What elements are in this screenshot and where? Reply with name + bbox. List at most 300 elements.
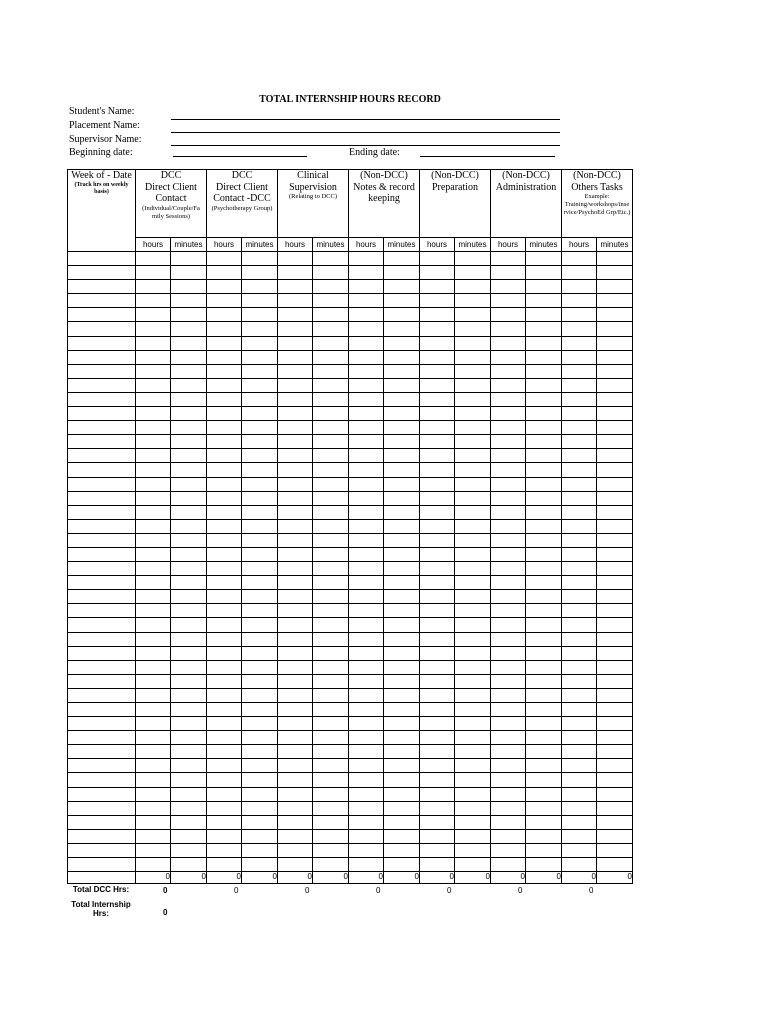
- hours-entry-cell[interactable]: [526, 294, 562, 308]
- hours-entry-cell[interactable]: [313, 815, 349, 829]
- hours-entry-cell[interactable]: [136, 505, 171, 519]
- hours-entry-cell[interactable]: [242, 688, 278, 702]
- hours-entry-cell[interactable]: [171, 745, 207, 759]
- hours-entry-cell[interactable]: [384, 266, 420, 280]
- hours-entry-cell[interactable]: [526, 787, 562, 801]
- hours-entry-cell[interactable]: [562, 407, 597, 421]
- hours-entry-cell[interactable]: [562, 562, 597, 576]
- hours-entry-cell[interactable]: [171, 477, 207, 491]
- week-date-cell[interactable]: [68, 449, 136, 463]
- hours-entry-cell[interactable]: [455, 618, 491, 632]
- hours-entry-cell[interactable]: [384, 801, 420, 815]
- hours-entry-cell[interactable]: [526, 590, 562, 604]
- hours-entry-cell[interactable]: [420, 364, 455, 378]
- hours-entry-cell[interactable]: [491, 449, 526, 463]
- hours-entry-cell[interactable]: [526, 435, 562, 449]
- hours-entry-cell[interactable]: [562, 646, 597, 660]
- hours-entry-cell[interactable]: [278, 759, 313, 773]
- hours-entry-cell[interactable]: [491, 477, 526, 491]
- hours-entry-cell[interactable]: [207, 604, 242, 618]
- hours-entry-cell[interactable]: [420, 463, 455, 477]
- week-date-cell[interactable]: [68, 547, 136, 561]
- hours-entry-cell[interactable]: [455, 378, 491, 392]
- hours-entry-cell[interactable]: [136, 717, 171, 731]
- hours-entry-cell[interactable]: [562, 773, 597, 787]
- hours-entry-cell[interactable]: [526, 364, 562, 378]
- hours-entry-cell[interactable]: [242, 829, 278, 843]
- hours-entry-cell[interactable]: [136, 829, 171, 843]
- hours-entry-cell[interactable]: [562, 547, 597, 561]
- hours-entry-cell[interactable]: [562, 759, 597, 773]
- hours-entry-cell[interactable]: [526, 562, 562, 576]
- hours-entry-cell[interactable]: [136, 392, 171, 406]
- week-date-cell[interactable]: [68, 392, 136, 406]
- hours-entry-cell[interactable]: [420, 646, 455, 660]
- hours-entry-cell[interactable]: [171, 660, 207, 674]
- hours-entry-cell[interactable]: [597, 378, 633, 392]
- hours-entry-cell[interactable]: [384, 618, 420, 632]
- hours-entry-cell[interactable]: [420, 252, 455, 266]
- hours-entry-cell[interactable]: [171, 632, 207, 646]
- hours-entry-cell[interactable]: [526, 322, 562, 336]
- hours-entry-cell[interactable]: [420, 604, 455, 618]
- hours-entry-cell[interactable]: [562, 731, 597, 745]
- hours-entry-cell[interactable]: [171, 350, 207, 364]
- hours-entry-cell[interactable]: [562, 350, 597, 364]
- hours-entry-cell[interactable]: [242, 350, 278, 364]
- hours-entry-cell[interactable]: [278, 590, 313, 604]
- hours-entry-cell[interactable]: [136, 703, 171, 717]
- hours-entry-cell[interactable]: [242, 294, 278, 308]
- hours-entry-cell[interactable]: [313, 674, 349, 688]
- week-date-cell[interactable]: [68, 350, 136, 364]
- hours-entry-cell[interactable]: [207, 533, 242, 547]
- hours-entry-cell[interactable]: [171, 266, 207, 280]
- hours-entry-cell[interactable]: [597, 759, 633, 773]
- hours-entry-cell[interactable]: [384, 843, 420, 857]
- hours-entry-cell[interactable]: [349, 547, 384, 561]
- hours-entry-cell[interactable]: [491, 590, 526, 604]
- hours-entry-cell[interactable]: [420, 703, 455, 717]
- hours-entry-cell[interactable]: [384, 308, 420, 322]
- hours-entry-cell[interactable]: [136, 843, 171, 857]
- hours-entry-cell[interactable]: [491, 547, 526, 561]
- hours-entry-cell[interactable]: [278, 280, 313, 294]
- hours-entry-cell[interactable]: [349, 252, 384, 266]
- hours-entry-cell[interactable]: [455, 660, 491, 674]
- hours-entry-cell[interactable]: [349, 688, 384, 702]
- hours-entry-cell[interactable]: [455, 829, 491, 843]
- week-date-cell[interactable]: [68, 491, 136, 505]
- hours-entry-cell[interactable]: [242, 646, 278, 660]
- hours-entry-cell[interactable]: [349, 449, 384, 463]
- hours-entry-cell[interactable]: [526, 618, 562, 632]
- hours-entry-cell[interactable]: [242, 336, 278, 350]
- week-date-cell[interactable]: [68, 322, 136, 336]
- hours-entry-cell[interactable]: [455, 322, 491, 336]
- hours-entry-cell[interactable]: [242, 632, 278, 646]
- hours-entry-cell[interactable]: [242, 731, 278, 745]
- week-date-cell[interactable]: [68, 759, 136, 773]
- hours-entry-cell[interactable]: [349, 336, 384, 350]
- hours-entry-cell[interactable]: [420, 491, 455, 505]
- hours-entry-cell[interactable]: [349, 787, 384, 801]
- hours-entry-cell[interactable]: [207, 674, 242, 688]
- hours-entry-cell[interactable]: [562, 703, 597, 717]
- hours-entry-cell[interactable]: [207, 562, 242, 576]
- hours-entry-cell[interactable]: [349, 350, 384, 364]
- hours-entry-cell[interactable]: [278, 477, 313, 491]
- hours-entry-cell[interactable]: [562, 308, 597, 322]
- hours-entry-cell[interactable]: [136, 674, 171, 688]
- hours-entry-cell[interactable]: [526, 280, 562, 294]
- hours-entry-cell[interactable]: [207, 773, 242, 787]
- hours-entry-cell[interactable]: [207, 519, 242, 533]
- hours-entry-cell[interactable]: [278, 364, 313, 378]
- hours-entry-cell[interactable]: [242, 759, 278, 773]
- hours-entry-cell[interactable]: [455, 477, 491, 491]
- hours-entry-cell[interactable]: [597, 336, 633, 350]
- hours-entry-cell[interactable]: [562, 843, 597, 857]
- hours-entry-cell[interactable]: [313, 759, 349, 773]
- hours-entry-cell[interactable]: [171, 604, 207, 618]
- hours-entry-cell[interactable]: [455, 435, 491, 449]
- week-date-cell[interactable]: [68, 815, 136, 829]
- hours-entry-cell[interactable]: [597, 829, 633, 843]
- hours-entry-cell[interactable]: [597, 604, 633, 618]
- hours-entry-cell[interactable]: [136, 252, 171, 266]
- week-date-cell[interactable]: [68, 858, 136, 872]
- hours-entry-cell[interactable]: [171, 294, 207, 308]
- hours-entry-cell[interactable]: [562, 829, 597, 843]
- hours-entry-cell[interactable]: [349, 829, 384, 843]
- hours-entry-cell[interactable]: [136, 533, 171, 547]
- hours-entry-cell[interactable]: [313, 449, 349, 463]
- hours-entry-cell[interactable]: [349, 590, 384, 604]
- hours-entry-cell[interactable]: [171, 674, 207, 688]
- hours-entry-cell[interactable]: [313, 646, 349, 660]
- hours-entry-cell[interactable]: [384, 364, 420, 378]
- hours-entry-cell[interactable]: [420, 477, 455, 491]
- hours-entry-cell[interactable]: [455, 632, 491, 646]
- hours-entry-cell[interactable]: [420, 449, 455, 463]
- hours-entry-cell[interactable]: [313, 519, 349, 533]
- week-date-cell[interactable]: [68, 562, 136, 576]
- hours-entry-cell[interactable]: [384, 745, 420, 759]
- hours-entry-cell[interactable]: [562, 463, 597, 477]
- hours-entry-cell[interactable]: [491, 745, 526, 759]
- hours-entry-cell[interactable]: [349, 815, 384, 829]
- hours-entry-cell[interactable]: [207, 801, 242, 815]
- hours-entry-cell[interactable]: [278, 787, 313, 801]
- week-date-cell[interactable]: [68, 674, 136, 688]
- hours-entry-cell[interactable]: [491, 294, 526, 308]
- hours-entry-cell[interactable]: [349, 759, 384, 773]
- hours-entry-cell[interactable]: [136, 590, 171, 604]
- week-date-cell[interactable]: [68, 688, 136, 702]
- hours-entry-cell[interactable]: [491, 731, 526, 745]
- hours-entry-cell[interactable]: [420, 266, 455, 280]
- hours-entry-cell[interactable]: [136, 266, 171, 280]
- hours-entry-cell[interactable]: [384, 435, 420, 449]
- hours-entry-cell[interactable]: [526, 858, 562, 872]
- hours-entry-cell[interactable]: [562, 688, 597, 702]
- hours-entry-cell[interactable]: [491, 505, 526, 519]
- hours-entry-cell[interactable]: [278, 815, 313, 829]
- hours-entry-cell[interactable]: [349, 533, 384, 547]
- hours-entry-cell[interactable]: [526, 660, 562, 674]
- hours-entry-cell[interactable]: [455, 590, 491, 604]
- student-name-field[interactable]: [171, 119, 560, 120]
- hours-entry-cell[interactable]: [597, 590, 633, 604]
- week-date-cell[interactable]: [68, 378, 136, 392]
- hours-entry-cell[interactable]: [313, 858, 349, 872]
- hours-entry-cell[interactable]: [136, 632, 171, 646]
- hours-entry-cell[interactable]: [562, 858, 597, 872]
- hours-entry-cell[interactable]: [526, 463, 562, 477]
- hours-entry-cell[interactable]: [491, 660, 526, 674]
- hours-entry-cell[interactable]: [349, 435, 384, 449]
- hours-entry-cell[interactable]: [207, 505, 242, 519]
- hours-entry-cell[interactable]: [455, 674, 491, 688]
- hours-entry-cell[interactable]: [455, 266, 491, 280]
- hours-entry-cell[interactable]: [136, 280, 171, 294]
- hours-entry-cell[interactable]: [242, 407, 278, 421]
- hours-entry-cell[interactable]: [597, 519, 633, 533]
- hours-entry-cell[interactable]: [420, 660, 455, 674]
- hours-entry-cell[interactable]: [420, 435, 455, 449]
- hours-entry-cell[interactable]: [171, 435, 207, 449]
- hours-entry-cell[interactable]: [384, 294, 420, 308]
- hours-entry-cell[interactable]: [526, 449, 562, 463]
- hours-entry-cell[interactable]: [597, 745, 633, 759]
- hours-entry-cell[interactable]: [313, 463, 349, 477]
- hours-entry-cell[interactable]: [420, 674, 455, 688]
- hours-entry-cell[interactable]: [313, 731, 349, 745]
- hours-entry-cell[interactable]: [420, 829, 455, 843]
- hours-entry-cell[interactable]: [526, 350, 562, 364]
- hours-entry-cell[interactable]: [242, 463, 278, 477]
- week-date-cell[interactable]: [68, 843, 136, 857]
- hours-entry-cell[interactable]: [491, 787, 526, 801]
- hours-entry-cell[interactable]: [455, 350, 491, 364]
- hours-entry-cell[interactable]: [597, 308, 633, 322]
- hours-entry-cell[interactable]: [171, 392, 207, 406]
- hours-entry-cell[interactable]: [313, 688, 349, 702]
- hours-entry-cell[interactable]: [207, 717, 242, 731]
- hours-entry-cell[interactable]: [349, 646, 384, 660]
- hours-entry-cell[interactable]: [526, 674, 562, 688]
- hours-entry-cell[interactable]: [207, 280, 242, 294]
- hours-entry-cell[interactable]: [597, 815, 633, 829]
- hours-entry-cell[interactable]: [242, 717, 278, 731]
- hours-entry-cell[interactable]: [562, 787, 597, 801]
- hours-entry-cell[interactable]: [455, 688, 491, 702]
- hours-entry-cell[interactable]: [313, 435, 349, 449]
- hours-entry-cell[interactable]: [597, 322, 633, 336]
- hours-entry-cell[interactable]: [171, 463, 207, 477]
- hours-entry-cell[interactable]: [171, 801, 207, 815]
- hours-entry-cell[interactable]: [455, 533, 491, 547]
- hours-entry-cell[interactable]: [278, 294, 313, 308]
- hours-entry-cell[interactable]: [207, 815, 242, 829]
- hours-entry-cell[interactable]: [384, 576, 420, 590]
- hours-entry-cell[interactable]: [455, 547, 491, 561]
- hours-entry-cell[interactable]: [526, 801, 562, 815]
- hours-entry-cell[interactable]: [420, 519, 455, 533]
- week-date-cell[interactable]: [68, 604, 136, 618]
- hours-entry-cell[interactable]: [562, 477, 597, 491]
- hours-entry-cell[interactable]: [597, 688, 633, 702]
- hours-entry-cell[interactable]: [562, 336, 597, 350]
- hours-entry-cell[interactable]: [207, 618, 242, 632]
- hours-entry-cell[interactable]: [455, 843, 491, 857]
- hours-entry-cell[interactable]: [278, 632, 313, 646]
- hours-entry-cell[interactable]: [420, 759, 455, 773]
- hours-entry-cell[interactable]: [420, 815, 455, 829]
- supervisor-name-field[interactable]: [171, 145, 560, 146]
- hours-entry-cell[interactable]: [491, 815, 526, 829]
- hours-entry-cell[interactable]: [491, 421, 526, 435]
- hours-entry-cell[interactable]: [171, 421, 207, 435]
- week-date-cell[interactable]: [68, 463, 136, 477]
- hours-entry-cell[interactable]: [207, 590, 242, 604]
- hours-entry-cell[interactable]: [349, 407, 384, 421]
- hours-entry-cell[interactable]: [455, 815, 491, 829]
- week-date-cell[interactable]: [68, 829, 136, 843]
- hours-entry-cell[interactable]: [171, 703, 207, 717]
- hours-entry-cell[interactable]: [384, 562, 420, 576]
- hours-entry-cell[interactable]: [136, 364, 171, 378]
- hours-entry-cell[interactable]: [313, 547, 349, 561]
- hours-entry-cell[interactable]: [349, 858, 384, 872]
- hours-entry-cell[interactable]: [136, 421, 171, 435]
- hours-entry-cell[interactable]: [455, 745, 491, 759]
- hours-entry-cell[interactable]: [136, 336, 171, 350]
- hours-entry-cell[interactable]: [526, 505, 562, 519]
- hours-entry-cell[interactable]: [278, 646, 313, 660]
- week-date-cell[interactable]: [68, 421, 136, 435]
- hours-entry-cell[interactable]: [562, 660, 597, 674]
- hours-entry-cell[interactable]: [420, 801, 455, 815]
- hours-entry-cell[interactable]: [171, 815, 207, 829]
- hours-entry-cell[interactable]: [526, 308, 562, 322]
- hours-entry-cell[interactable]: [313, 280, 349, 294]
- hours-entry-cell[interactable]: [171, 378, 207, 392]
- hours-entry-cell[interactable]: [242, 660, 278, 674]
- hours-entry-cell[interactable]: [597, 731, 633, 745]
- hours-entry-cell[interactable]: [491, 533, 526, 547]
- hours-entry-cell[interactable]: [420, 858, 455, 872]
- hours-entry-cell[interactable]: [491, 336, 526, 350]
- hours-entry-cell[interactable]: [349, 801, 384, 815]
- hours-entry-cell[interactable]: [562, 674, 597, 688]
- hours-entry-cell[interactable]: [313, 421, 349, 435]
- hours-entry-cell[interactable]: [207, 547, 242, 561]
- hours-entry-cell[interactable]: [313, 576, 349, 590]
- hours-entry-cell[interactable]: [278, 843, 313, 857]
- ending-date-field[interactable]: [420, 156, 555, 157]
- hours-entry-cell[interactable]: [597, 266, 633, 280]
- hours-entry-cell[interactable]: [242, 505, 278, 519]
- week-date-cell[interactable]: [68, 646, 136, 660]
- hours-entry-cell[interactable]: [242, 533, 278, 547]
- hours-entry-cell[interactable]: [526, 717, 562, 731]
- hours-entry-cell[interactable]: [491, 562, 526, 576]
- hours-entry-cell[interactable]: [136, 773, 171, 787]
- hours-entry-cell[interactable]: [597, 660, 633, 674]
- hours-entry-cell[interactable]: [526, 745, 562, 759]
- hours-entry-cell[interactable]: [597, 421, 633, 435]
- hours-entry-cell[interactable]: [207, 688, 242, 702]
- hours-entry-cell[interactable]: [242, 674, 278, 688]
- hours-entry-cell[interactable]: [242, 547, 278, 561]
- hours-entry-cell[interactable]: [207, 392, 242, 406]
- placement-name-field[interactable]: [171, 132, 560, 133]
- hours-entry-cell[interactable]: [278, 858, 313, 872]
- hours-entry-cell[interactable]: [420, 576, 455, 590]
- hours-entry-cell[interactable]: [278, 421, 313, 435]
- hours-entry-cell[interactable]: [136, 646, 171, 660]
- hours-entry-cell[interactable]: [207, 378, 242, 392]
- hours-entry-cell[interactable]: [171, 364, 207, 378]
- hours-entry-cell[interactable]: [526, 336, 562, 350]
- hours-entry-cell[interactable]: [526, 378, 562, 392]
- hours-entry-cell[interactable]: [171, 308, 207, 322]
- hours-entry-cell[interactable]: [526, 688, 562, 702]
- hours-entry-cell[interactable]: [455, 717, 491, 731]
- hours-entry-cell[interactable]: [349, 322, 384, 336]
- hours-entry-cell[interactable]: [420, 350, 455, 364]
- week-date-cell[interactable]: [68, 435, 136, 449]
- hours-entry-cell[interactable]: [384, 632, 420, 646]
- hours-entry-cell[interactable]: [278, 519, 313, 533]
- hours-entry-cell[interactable]: [420, 787, 455, 801]
- hours-entry-cell[interactable]: [278, 717, 313, 731]
- hours-entry-cell[interactable]: [562, 378, 597, 392]
- hours-entry-cell[interactable]: [455, 280, 491, 294]
- hours-entry-cell[interactable]: [384, 505, 420, 519]
- hours-entry-cell[interactable]: [455, 519, 491, 533]
- hours-entry-cell[interactable]: [171, 843, 207, 857]
- hours-entry-cell[interactable]: [491, 674, 526, 688]
- hours-entry-cell[interactable]: [278, 505, 313, 519]
- hours-entry-cell[interactable]: [420, 505, 455, 519]
- hours-entry-cell[interactable]: [420, 731, 455, 745]
- hours-entry-cell[interactable]: [491, 378, 526, 392]
- hours-entry-cell[interactable]: [384, 280, 420, 294]
- hours-entry-cell[interactable]: [526, 533, 562, 547]
- hours-entry-cell[interactable]: [562, 435, 597, 449]
- hours-entry-cell[interactable]: [349, 463, 384, 477]
- hours-entry-cell[interactable]: [562, 519, 597, 533]
- hours-entry-cell[interactable]: [171, 773, 207, 787]
- hours-entry-cell[interactable]: [420, 336, 455, 350]
- hours-entry-cell[interactable]: [242, 815, 278, 829]
- hours-entry-cell[interactable]: [278, 407, 313, 421]
- hours-entry-cell[interactable]: [491, 280, 526, 294]
- week-date-cell[interactable]: [68, 252, 136, 266]
- hours-entry-cell[interactable]: [491, 843, 526, 857]
- hours-entry-cell[interactable]: [313, 632, 349, 646]
- hours-entry-cell[interactable]: [313, 590, 349, 604]
- hours-entry-cell[interactable]: [171, 576, 207, 590]
- week-date-cell[interactable]: [68, 717, 136, 731]
- hours-entry-cell[interactable]: [597, 858, 633, 872]
- hours-entry-cell[interactable]: [491, 632, 526, 646]
- hours-entry-cell[interactable]: [526, 604, 562, 618]
- hours-entry-cell[interactable]: [242, 745, 278, 759]
